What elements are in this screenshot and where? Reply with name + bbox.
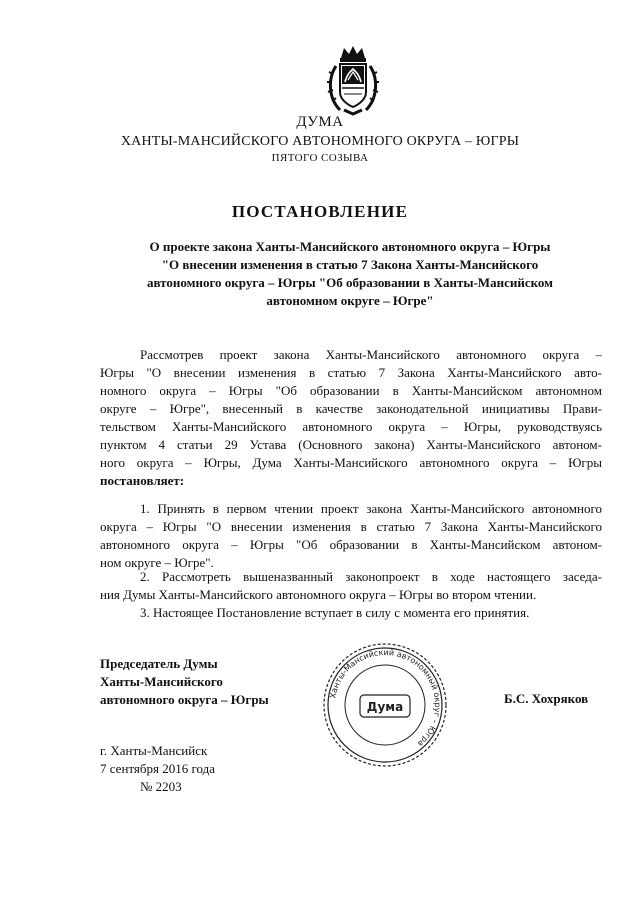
- item-line: ния Думы Ханты-Мансийского автономного округа – Югры во втором чтении.: [100, 587, 537, 602]
- organization-name: ДУМА: [296, 114, 344, 130]
- preamble-line: номного округа – Югры "Об образовании в Ханты-Мансийском автономном: [100, 383, 602, 398]
- item-line: 1. Принять в первом чтении проект закона Ханты-Мансийского автономного: [140, 501, 602, 516]
- resolution-item-3: [100, 604, 602, 622]
- title-line: автономного округа – Югры "Об образовании в Ханты-Мансийском: [146, 275, 554, 290]
- resolution-item-1: [100, 500, 602, 572]
- preamble-line: Югры "О внесении изменения в статью 7 Закона Ханты-Мансийского авто-: [100, 365, 602, 380]
- region-name: ХАНТЫ-МАНСИЙСКОГО АВТОНОМНОГО ОКРУГА – ЮГРЫ: [120, 134, 520, 149]
- item-line: ном округе – Югре".: [100, 555, 214, 570]
- position-line: автономного округа – Югры: [100, 692, 269, 707]
- title-line: автономном округе – Югре": [266, 293, 434, 308]
- seal-center-text: Дума: [366, 700, 404, 714]
- preamble-line: Рассмотрев проект закона Ханты-Мансийского автономного округа –: [140, 347, 602, 362]
- document-footer: [100, 742, 215, 796]
- signatory-position: [100, 655, 269, 709]
- preamble-line: ного округа – Югры, Дума Ханты-Мансийского автономного округа – Югры: [100, 455, 602, 470]
- preamble-line: пунктом 4 статьи 29 Устава (Основного закона) Ханты-Мансийского автоном-: [100, 437, 602, 452]
- document-type: ПОСТАНОВЛЕНИЕ: [231, 202, 409, 221]
- preamble-line: тельством Ханты-Мансийского автономного округа – Югры, руководствуясь: [100, 419, 602, 434]
- position-line: Председатель Думы: [100, 656, 218, 671]
- item-line: автономного округа – Югры "Об образовании в Ханты-Мансийском автоном-: [100, 537, 602, 552]
- item-line: 3. Настоящее Постановление вступает в силу с момента его принятия.: [140, 605, 530, 620]
- position-line: Ханты-Мансийского: [100, 674, 223, 689]
- item-line: округа – Югры "О внесении изменения в статью 7 Закона Ханты-Мансийского: [100, 519, 602, 534]
- signatory-name: Б.С. Хохряков: [504, 691, 589, 706]
- seal-ring-text: Ханты-Мансийский автономный округ – Югра: [328, 647, 443, 749]
- official-seal-stamp: [320, 640, 450, 770]
- document-number: № 2203: [140, 779, 182, 794]
- title-line: "О внесении изменения в статью 7 Закона Ханты-Мансийского: [161, 257, 539, 272]
- khmao-coat-of-arms-icon: [324, 44, 382, 118]
- place-of-issue: г. Ханты-Мансийск: [100, 743, 208, 758]
- resolves-word: постановляет:: [100, 473, 185, 488]
- resolution-item-2: [100, 568, 602, 604]
- preamble-line: округе – Югре", внесенный в качестве законодательной инициативы Прави-: [100, 401, 602, 416]
- issue-date: 7 сентября 2016 года: [100, 761, 216, 776]
- title-line: О проекте закона Ханты-Мансийского автономного округа – Югры: [149, 239, 551, 254]
- document-title: [100, 238, 600, 310]
- preamble: [100, 346, 602, 490]
- convocation: ПЯТОГО СОЗЫВА: [271, 152, 369, 164]
- item-line: 2. Рассмотреть вышеназванный законопроект в ходе настоящего заседа-: [140, 569, 602, 584]
